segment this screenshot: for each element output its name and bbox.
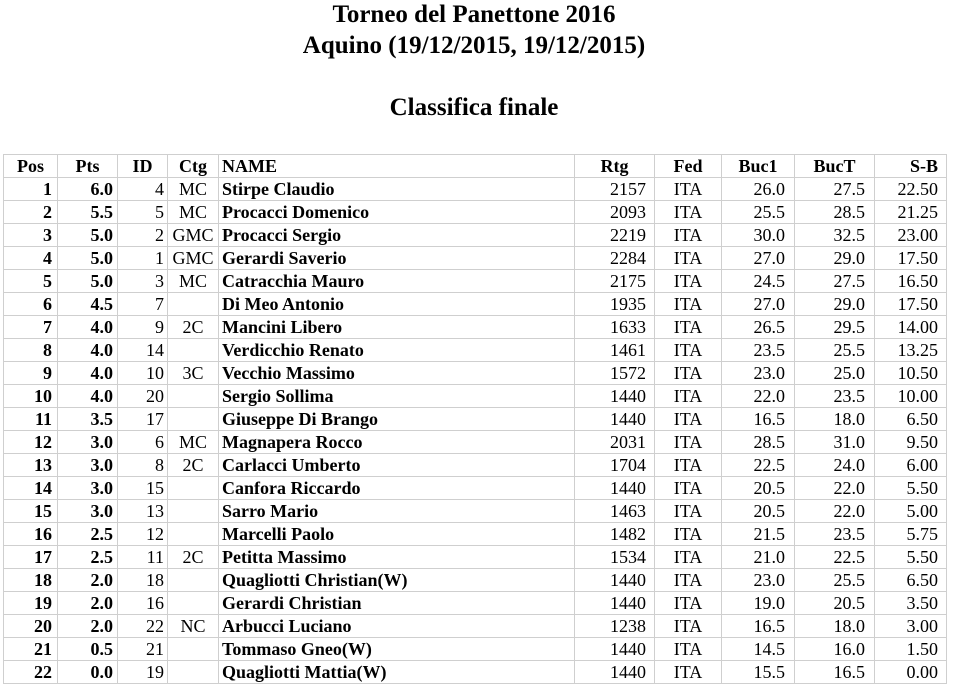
- cell-buct: 27.5: [795, 178, 875, 201]
- cell-buct: 29.0: [795, 247, 875, 270]
- cell-federation: ITA: [655, 316, 722, 339]
- cell-player-name: Marcelli Paolo: [219, 523, 575, 546]
- cell-buct: 24.0: [795, 454, 875, 477]
- cell-points: 2.5: [58, 546, 118, 569]
- cell-federation: ITA: [655, 408, 722, 431]
- cell-buc1: 26.0: [722, 178, 795, 201]
- table-row: [4, 316, 947, 339]
- cell-sonneborn-berger: 21.25: [875, 201, 947, 224]
- cell-rating: 1633: [575, 316, 655, 339]
- cell-id: 8: [118, 454, 168, 477]
- cell-federation: ITA: [655, 477, 722, 500]
- cell-category: 2C: [168, 316, 219, 339]
- cell-sonneborn-berger: 5.75: [875, 523, 947, 546]
- cell-sonneborn-berger: 6.00: [875, 454, 947, 477]
- cell-id: 19: [118, 661, 168, 684]
- cell-sonneborn-berger: 16.50: [875, 270, 947, 293]
- cell-player-name: Carlacci Umberto: [219, 454, 575, 477]
- cell-federation: ITA: [655, 500, 722, 523]
- cell-pos: 17: [4, 546, 58, 569]
- standings-body: [4, 178, 947, 684]
- cell-rating: 1572: [575, 362, 655, 385]
- cell-player-name: Quagliotti Christian(W): [219, 569, 575, 592]
- column-header-fed: Fed: [655, 155, 722, 178]
- cell-id: 4: [118, 178, 168, 201]
- table-row: [4, 408, 947, 431]
- cell-rating: 1440: [575, 569, 655, 592]
- cell-category: [168, 500, 219, 523]
- cell-pos: 14: [4, 477, 58, 500]
- cell-player-name: Petitta Massimo: [219, 546, 575, 569]
- table-row: [4, 362, 947, 385]
- cell-player-name: Gerardi Saverio: [219, 247, 575, 270]
- header-row: [4, 155, 947, 178]
- cell-category: [168, 293, 219, 316]
- cell-points: 0.0: [58, 661, 118, 684]
- cell-points: 2.0: [58, 569, 118, 592]
- cell-points: 0.5: [58, 638, 118, 661]
- cell-id: 18: [118, 569, 168, 592]
- column-header-buct: BucT: [795, 155, 875, 178]
- column-header-rtg: Rtg: [575, 155, 655, 178]
- cell-category: GMC: [168, 224, 219, 247]
- cell-player-name: Tommaso Gneo(W): [219, 638, 575, 661]
- cell-sonneborn-berger: 10.50: [875, 362, 947, 385]
- cell-buct: 29.0: [795, 293, 875, 316]
- cell-points: 3.5: [58, 408, 118, 431]
- cell-category: 2C: [168, 546, 219, 569]
- table-row: [4, 454, 947, 477]
- cell-pos: 2: [4, 201, 58, 224]
- cell-rating: 1704: [575, 454, 655, 477]
- cell-points: 4.0: [58, 385, 118, 408]
- cell-buct: 16.5: [795, 661, 875, 684]
- cell-category: [168, 638, 219, 661]
- cell-buc1: 21.0: [722, 546, 795, 569]
- cell-player-name: Sarro Mario: [219, 500, 575, 523]
- cell-player-name: Procacci Sergio: [219, 224, 575, 247]
- table-row: [4, 592, 947, 615]
- cell-id: 2: [118, 224, 168, 247]
- cell-category: [168, 339, 219, 362]
- cell-points: 5.5: [58, 201, 118, 224]
- cell-points: 3.0: [58, 431, 118, 454]
- cell-buc1: 26.5: [722, 316, 795, 339]
- cell-rating: 1440: [575, 638, 655, 661]
- cell-buct: 20.5: [795, 592, 875, 615]
- cell-player-name: Quagliotti Mattia(W): [219, 661, 575, 684]
- cell-pos: 5: [4, 270, 58, 293]
- cell-federation: ITA: [655, 339, 722, 362]
- cell-pos: 3: [4, 224, 58, 247]
- cell-pos: 20: [4, 615, 58, 638]
- cell-federation: ITA: [655, 454, 722, 477]
- cell-rating: 1440: [575, 661, 655, 684]
- cell-buct: 32.5: [795, 224, 875, 247]
- table-row: [4, 615, 947, 638]
- cell-points: 6.0: [58, 178, 118, 201]
- cell-category: MC: [168, 431, 219, 454]
- cell-category: NC: [168, 615, 219, 638]
- cell-id: 5: [118, 201, 168, 224]
- cell-player-name: Verdicchio Renato: [219, 339, 575, 362]
- cell-player-name: Mancini Libero: [219, 316, 575, 339]
- cell-federation: ITA: [655, 385, 722, 408]
- cell-buct: 31.0: [795, 431, 875, 454]
- cell-federation: ITA: [655, 362, 722, 385]
- cell-category: [168, 661, 219, 684]
- cell-rating: 1440: [575, 408, 655, 431]
- cell-sonneborn-berger: 3.50: [875, 592, 947, 615]
- cell-pos: 11: [4, 408, 58, 431]
- cell-category: [168, 408, 219, 431]
- cell-sonneborn-berger: 6.50: [875, 408, 947, 431]
- cell-federation: ITA: [655, 661, 722, 684]
- cell-player-name: Catracchia Mauro: [219, 270, 575, 293]
- cell-buc1: 25.5: [722, 201, 795, 224]
- cell-buct: 22.0: [795, 477, 875, 500]
- cell-buct: 23.5: [795, 385, 875, 408]
- cell-points: 5.0: [58, 224, 118, 247]
- table-row: [4, 546, 947, 569]
- cell-category: MC: [168, 178, 219, 201]
- cell-category: [168, 385, 219, 408]
- table-row: [4, 339, 947, 362]
- cell-id: 16: [118, 592, 168, 615]
- cell-player-name: Sergio Sollima: [219, 385, 575, 408]
- table-row: [4, 500, 947, 523]
- cell-id: 22: [118, 615, 168, 638]
- table-row: [4, 569, 947, 592]
- cell-buct: 18.0: [795, 408, 875, 431]
- cell-points: 2.5: [58, 523, 118, 546]
- cell-buc1: 27.0: [722, 293, 795, 316]
- cell-buct: 29.5: [795, 316, 875, 339]
- cell-pos: 10: [4, 385, 58, 408]
- cell-rating: 1461: [575, 339, 655, 362]
- cell-id: 21: [118, 638, 168, 661]
- cell-player-name: Procacci Domenico: [219, 201, 575, 224]
- cell-pos: 13: [4, 454, 58, 477]
- column-header-pts: Pts: [58, 155, 118, 178]
- table-row: [4, 638, 947, 661]
- standings-table: [3, 154, 947, 684]
- cell-sonneborn-berger: 1.50: [875, 638, 947, 661]
- cell-federation: ITA: [655, 569, 722, 592]
- cell-category: MC: [168, 201, 219, 224]
- cell-points: 5.0: [58, 270, 118, 293]
- cell-federation: ITA: [655, 247, 722, 270]
- cell-player-name: Magnapera Rocco: [219, 431, 575, 454]
- cell-buct: 18.0: [795, 615, 875, 638]
- cell-buc1: 16.5: [722, 615, 795, 638]
- cell-pos: 12: [4, 431, 58, 454]
- cell-federation: ITA: [655, 178, 722, 201]
- cell-player-name: Stirpe Claudio: [219, 178, 575, 201]
- column-header-ctg: Ctg: [168, 155, 219, 178]
- cell-sonneborn-berger: 14.00: [875, 316, 947, 339]
- cell-buct: 25.5: [795, 339, 875, 362]
- column-header-sb: S-B: [875, 155, 947, 178]
- table-row: [4, 477, 947, 500]
- cell-rating: 2175: [575, 270, 655, 293]
- cell-rating: 1935: [575, 293, 655, 316]
- cell-federation: ITA: [655, 293, 722, 316]
- cell-buct: 22.5: [795, 546, 875, 569]
- cell-pos: 15: [4, 500, 58, 523]
- cell-sonneborn-berger: 22.50: [875, 178, 947, 201]
- table-row: [4, 385, 947, 408]
- cell-id: 9: [118, 316, 168, 339]
- cell-buct: 16.0: [795, 638, 875, 661]
- cell-points: 2.0: [58, 592, 118, 615]
- cell-rating: 2284: [575, 247, 655, 270]
- cell-buc1: 14.5: [722, 638, 795, 661]
- column-header-pos: Pos: [4, 155, 58, 178]
- cell-category: [168, 592, 219, 615]
- cell-buct: 23.5: [795, 523, 875, 546]
- cell-federation: ITA: [655, 638, 722, 661]
- cell-pos: 7: [4, 316, 58, 339]
- cell-sonneborn-berger: 17.50: [875, 293, 947, 316]
- cell-points: 4.5: [58, 293, 118, 316]
- cell-id: 1: [118, 247, 168, 270]
- cell-points: 4.0: [58, 339, 118, 362]
- cell-rating: 2093: [575, 201, 655, 224]
- cell-federation: ITA: [655, 546, 722, 569]
- cell-pos: 9: [4, 362, 58, 385]
- column-header-id: ID: [118, 155, 168, 178]
- table-row: [4, 661, 947, 684]
- cell-id: 20: [118, 385, 168, 408]
- cell-buc1: 22.5: [722, 454, 795, 477]
- cell-pos: 21: [4, 638, 58, 661]
- cell-player-name: Arbucci Luciano: [219, 615, 575, 638]
- cell-buc1: 22.0: [722, 385, 795, 408]
- column-header-name: NAME: [219, 155, 575, 178]
- cell-pos: 18: [4, 569, 58, 592]
- cell-id: 12: [118, 523, 168, 546]
- cell-sonneborn-berger: 5.50: [875, 477, 947, 500]
- cell-points: 3.0: [58, 500, 118, 523]
- cell-sonneborn-berger: 0.00: [875, 661, 947, 684]
- cell-points: 5.0: [58, 247, 118, 270]
- cell-id: 13: [118, 500, 168, 523]
- cell-sonneborn-berger: 5.50: [875, 546, 947, 569]
- cell-federation: ITA: [655, 592, 722, 615]
- cell-buc1: 23.0: [722, 569, 795, 592]
- cell-rating: 1463: [575, 500, 655, 523]
- cell-buct: 25.5: [795, 569, 875, 592]
- cell-federation: ITA: [655, 523, 722, 546]
- cell-id: 3: [118, 270, 168, 293]
- table-row: [4, 431, 947, 454]
- cell-category: 2C: [168, 454, 219, 477]
- cell-sonneborn-berger: 6.50: [875, 569, 947, 592]
- cell-pos: 1: [4, 178, 58, 201]
- location-dates: Aquino (19/12/2015, 19/12/2015): [302, 32, 646, 59]
- table-row: [4, 293, 947, 316]
- cell-rating: 1440: [575, 592, 655, 615]
- cell-buc1: 24.5: [722, 270, 795, 293]
- cell-rating: 1482: [575, 523, 655, 546]
- cell-buc1: 19.0: [722, 592, 795, 615]
- cell-points: 2.0: [58, 615, 118, 638]
- standings-subtitle: Classifica finale: [389, 94, 559, 121]
- cell-id: 10: [118, 362, 168, 385]
- cell-pos: 19: [4, 592, 58, 615]
- cell-sonneborn-berger: 13.25: [875, 339, 947, 362]
- cell-id: 11: [118, 546, 168, 569]
- tournament-title: Torneo del Panettone 2016: [332, 1, 616, 28]
- table-row: [4, 247, 947, 270]
- cell-points: 3.0: [58, 454, 118, 477]
- cell-rating: 1534: [575, 546, 655, 569]
- cell-pos: 4: [4, 247, 58, 270]
- cell-federation: ITA: [655, 431, 722, 454]
- cell-buc1: 30.0: [722, 224, 795, 247]
- cell-federation: ITA: [655, 270, 722, 293]
- cell-sonneborn-berger: 17.50: [875, 247, 947, 270]
- cell-buct: 22.0: [795, 500, 875, 523]
- cell-rating: 2031: [575, 431, 655, 454]
- cell-id: 7: [118, 293, 168, 316]
- cell-category: MC: [168, 270, 219, 293]
- cell-sonneborn-berger: 5.00: [875, 500, 947, 523]
- table-row: [4, 270, 947, 293]
- cell-points: 4.0: [58, 316, 118, 339]
- cell-federation: ITA: [655, 201, 722, 224]
- cell-buc1: 20.5: [722, 477, 795, 500]
- cell-pos: 6: [4, 293, 58, 316]
- cell-id: 15: [118, 477, 168, 500]
- cell-player-name: Di Meo Antonio: [219, 293, 575, 316]
- table-row: [4, 523, 947, 546]
- cell-category: 3C: [168, 362, 219, 385]
- cell-category: [168, 569, 219, 592]
- cell-sonneborn-berger: 10.00: [875, 385, 947, 408]
- cell-pos: 8: [4, 339, 58, 362]
- cell-category: [168, 523, 219, 546]
- cell-buct: 28.5: [795, 201, 875, 224]
- cell-rating: 2157: [575, 178, 655, 201]
- cell-buc1: 23.0: [722, 362, 795, 385]
- cell-player-name: Giuseppe Di Brango: [219, 408, 575, 431]
- cell-player-name: Gerardi Christian: [219, 592, 575, 615]
- cell-buc1: 23.5: [722, 339, 795, 362]
- cell-player-name: Vecchio Massimo: [219, 362, 575, 385]
- table-row: [4, 201, 947, 224]
- cell-buc1: 21.5: [722, 523, 795, 546]
- cell-buc1: 28.5: [722, 431, 795, 454]
- cell-id: 6: [118, 431, 168, 454]
- cell-buc1: 15.5: [722, 661, 795, 684]
- column-header-buc1: Buc1: [722, 155, 795, 178]
- cell-buct: 27.5: [795, 270, 875, 293]
- cell-pos: 16: [4, 523, 58, 546]
- cell-buct: 25.0: [795, 362, 875, 385]
- cell-buc1: 16.5: [722, 408, 795, 431]
- cell-points: 4.0: [58, 362, 118, 385]
- cell-category: GMC: [168, 247, 219, 270]
- table-row: [4, 224, 947, 247]
- cell-rating: 1238: [575, 615, 655, 638]
- cell-rating: 2219: [575, 224, 655, 247]
- cell-points: 3.0: [58, 477, 118, 500]
- table-row: [4, 178, 947, 201]
- cell-id: 17: [118, 408, 168, 431]
- cell-id: 14: [118, 339, 168, 362]
- cell-federation: ITA: [655, 224, 722, 247]
- cell-rating: 1440: [575, 477, 655, 500]
- cell-rating: 1440: [575, 385, 655, 408]
- cell-buc1: 27.0: [722, 247, 795, 270]
- cell-player-name: Canfora Riccardo: [219, 477, 575, 500]
- cell-pos: 22: [4, 661, 58, 684]
- cell-federation: ITA: [655, 615, 722, 638]
- cell-buc1: 20.5: [722, 500, 795, 523]
- cell-category: [168, 477, 219, 500]
- cell-sonneborn-berger: 3.00: [875, 615, 947, 638]
- cell-sonneborn-berger: 23.00: [875, 224, 947, 247]
- cell-sonneborn-berger: 9.50: [875, 431, 947, 454]
